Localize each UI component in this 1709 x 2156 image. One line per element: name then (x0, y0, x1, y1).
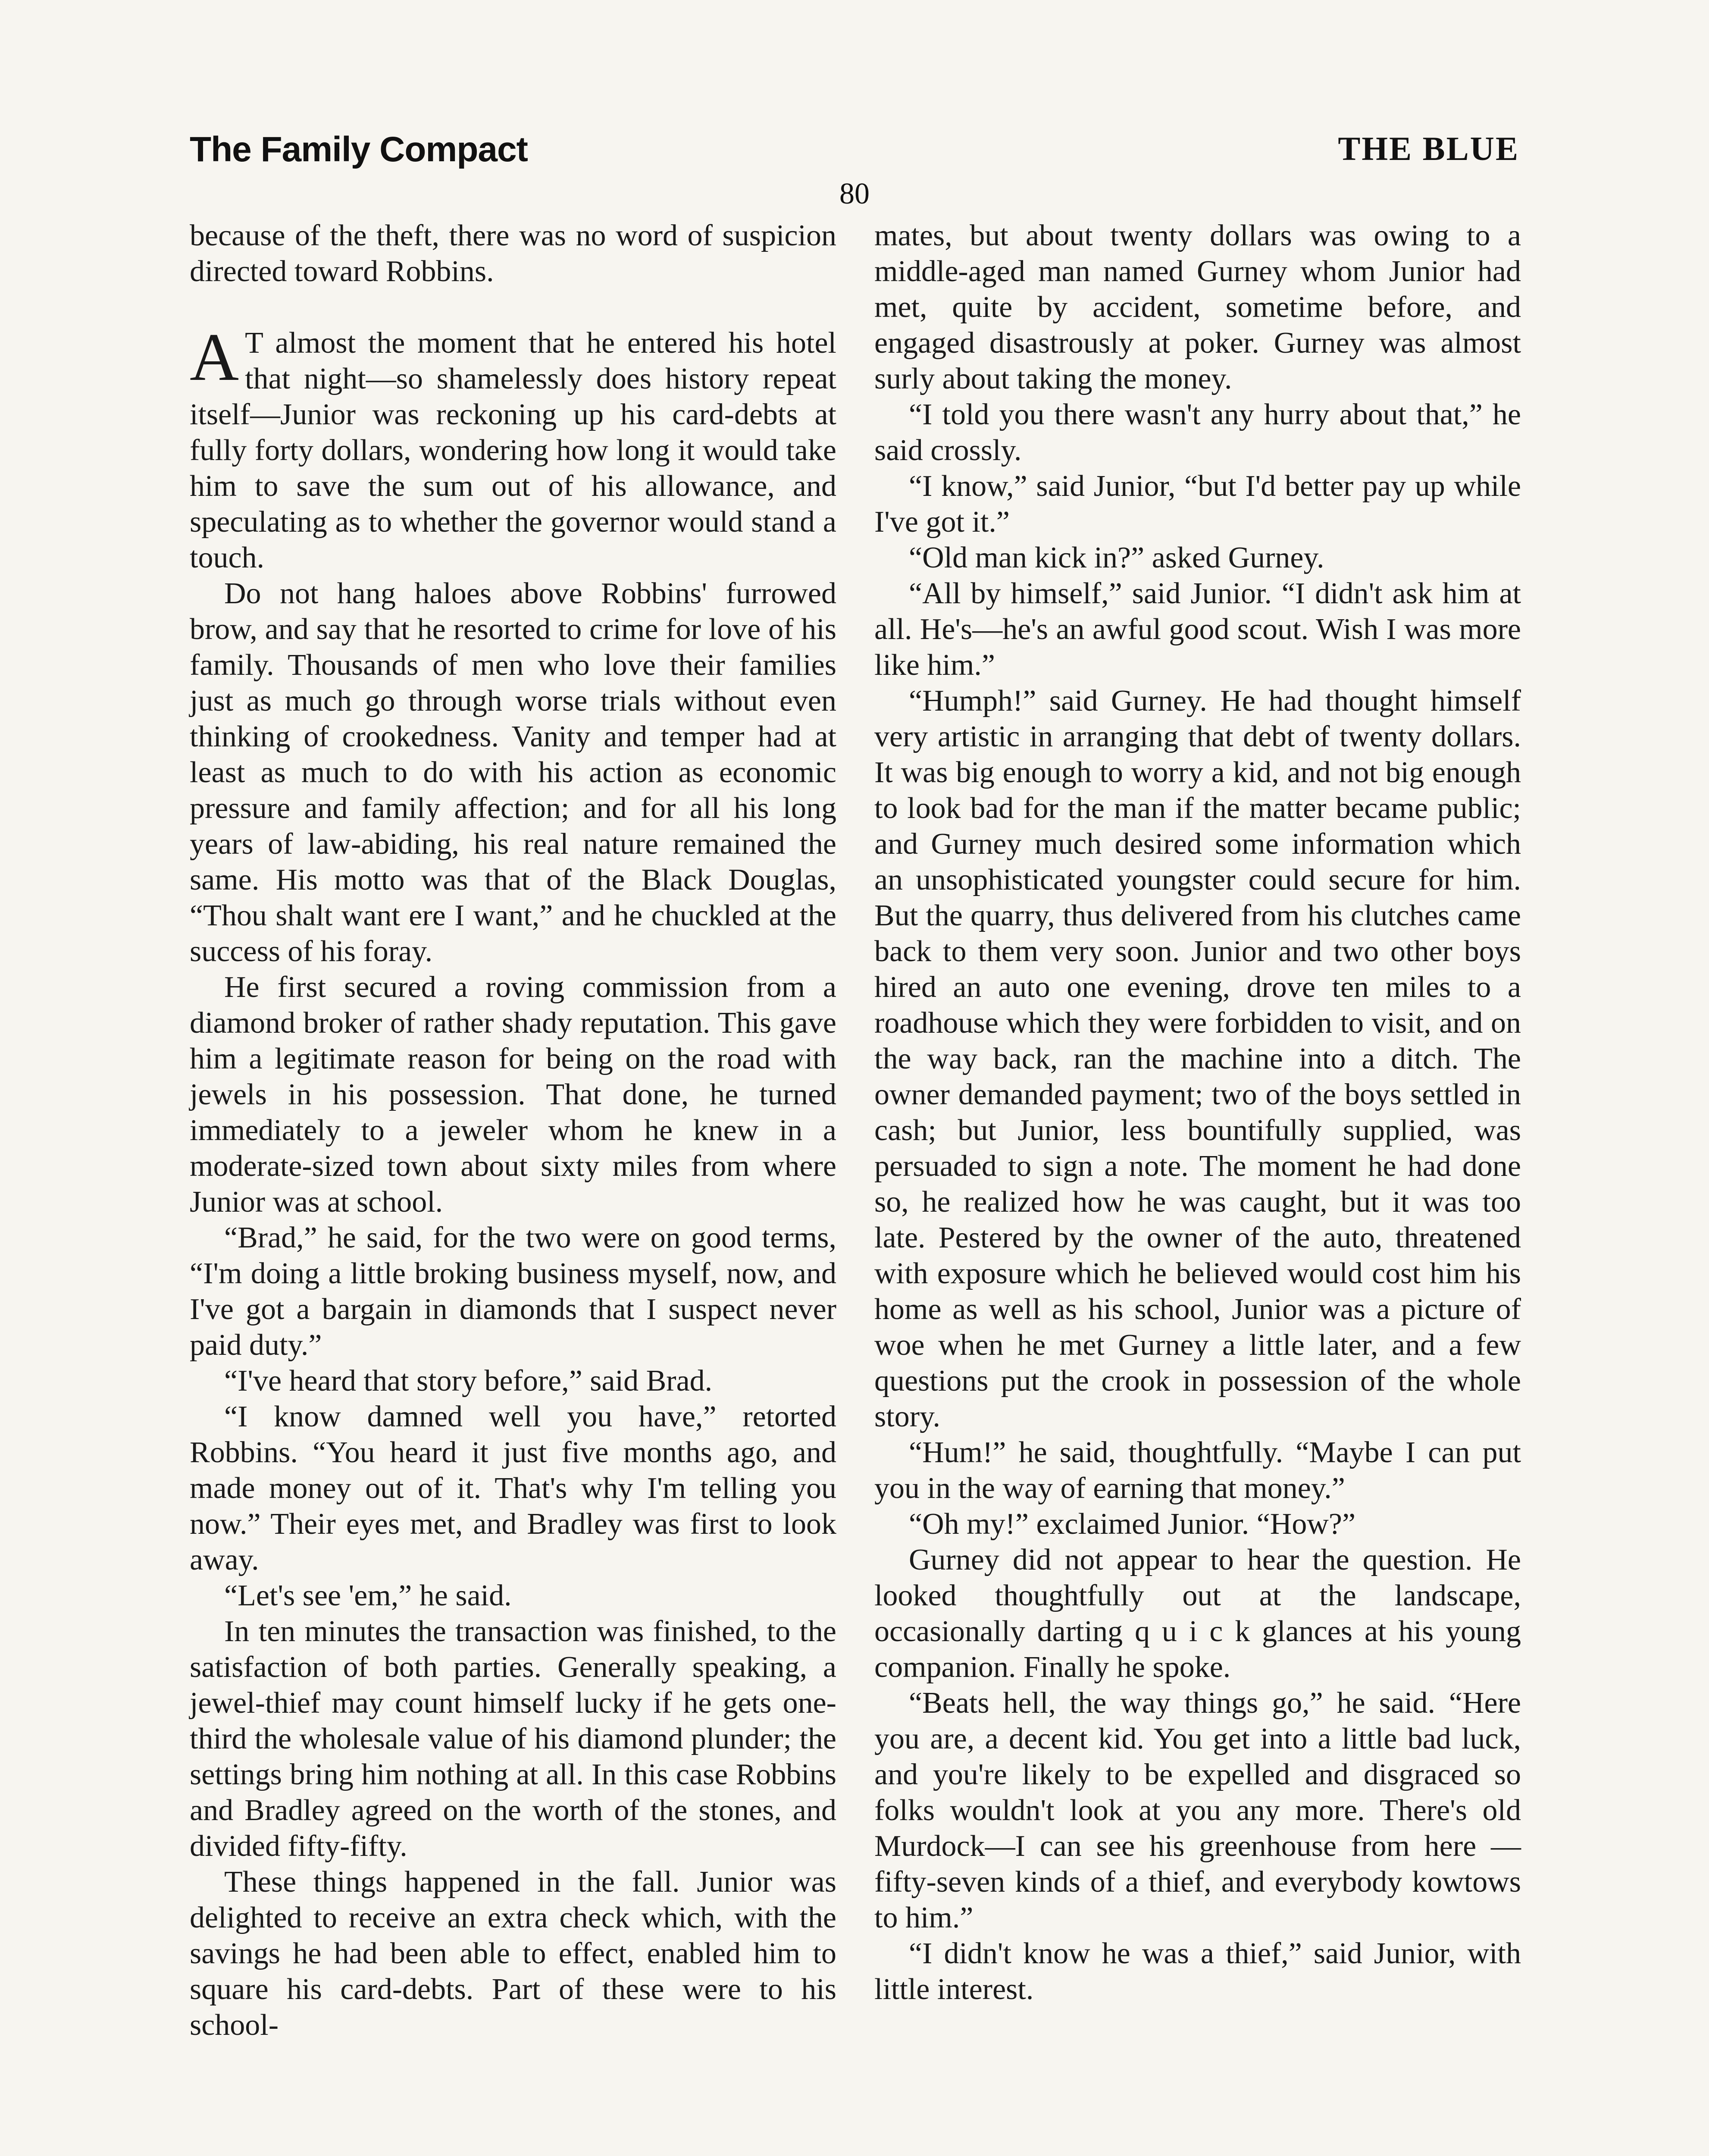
section-opening-paragraph (190, 320, 836, 576)
paragraph-text: T almost the moment that he entered his hotel that night—so shamelessly does history repeat itself—Junior was reckoning up his card-debts at fully forty dollars, wondering how long it would take him to save the sum out of his allowance, and speculating as to whether the governor would stand a touch. (190, 326, 836, 574)
page-number: 80 (839, 177, 870, 210)
paragraph: “Humph!” said Gurney. He had thought himself very artistic in arranging that debt of twenty dollars. It was big enough to worry a kid, and not big enough to look bad for the man if the matter became public; and Gurney much desired some information which an unsophisticated youngster could secure for him. But the quarry, thus delivered from his clutches came back to them very soon. Junior and two other boys hired an auto one evening, drove ten miles to a roadhouse which they were forbidden to visit, and on the way back, ran the machine into a ditch. The owner demanded payment; two of the boys settled in cash; but Junior, less bountifully supplied, was persuaded to sign a note. The moment he had done so, he realized how he was caught, but it was too late. Pestered by the owner of the auto, threatened with exposure which he believed would cost him his home as well as his school, Junior was a picture of woe when he met Gurney a little later, and a few questions put the crook in possession of the whole story. (874, 684, 1521, 1433)
paragraph: “All by himself,” said Junior. “I didn't ask him at all. He's—he's an awful good scout. Wish I was more like him.” (874, 577, 1521, 682)
paragraph: In ten minutes the transaction was finished, to the satisfaction of both parties. Generally speaking, a jewel-thief may count himself lucky if he gets one-third the wholesale value of his diamond plunder; the settings bring him nothing at all. In this case Robbins and Bradley agreed on the worth of the stones, and divided fifty-fifty. (190, 1615, 836, 1863)
paragraph: “Let's see 'em,” he said. (224, 1579, 512, 1612)
drop-cap: A (190, 320, 239, 395)
paragraph: Do not hang haloes above Robbins' furrowed brow, and say that he resorted to crime for love of his family. Thousands of men who love their families just as much go through worse trials without even thinking of crookedness. Vanity and temper had at least as much to do with his action as economic pressure and family affection; and for all his long years of law-abiding, his real nature remained the same. His motto was that of the Black Douglas, “Thou shalt want ere I want,” and he chuckled at the success of his foray. (190, 577, 836, 968)
right-column (874, 218, 1521, 2007)
paragraph: Gurney did not appear to hear the question. He looked thoughtfully out at the landscape, occasionally darting q u i c k glances at his young companion. Finally he spoke. (874, 1543, 1521, 1684)
paragraph: “I know,” said Junior, “but I'd better pay up while I've got it.” (874, 470, 1521, 539)
paragraph: “I know damned well you have,” retorted Robbins. “You heard it just five months ago, and made money out of it. That's why I'm telling you now.” Their eyes met, and Bradley was first to look away. (190, 1400, 836, 1576)
magazine-title: THE BLUE (1338, 130, 1519, 167)
paragraph: “Brad,” he said, for the two were on good terms, “I'm doing a little broking business myself, now, and I've got a bargain in diamonds that I suspect never paid duty.” (190, 1221, 836, 1362)
left-column (190, 218, 836, 2043)
paragraph: These things happened in the fall. Junior was delighted to receive an extra check which, with the savings he had been able to effect, enabled him to square his card-debts. Part of these were to his school- (190, 1865, 836, 2042)
paragraph: “I've heard that story before,” said Brad. (224, 1364, 713, 1398)
paragraph: “Oh my!” exclaimed Junior. “How?” (909, 1507, 1356, 1541)
paragraph: He first secured a roving commission from a diamond broker of rather shady reputation. This gave him a legitimate reason for being on the road with jewels in his possession. That done, he turned immediately to a jeweler whom he knew in a moderate-sized town about sixty miles from where Junior was at school. (190, 971, 836, 1219)
paragraph: “Hum!” he said, thoughtfully. “Maybe I can put you in the way of earning that money.” (874, 1436, 1521, 1505)
paragraph: “Beats hell, the way things go,” he said. “Here you are, a decent kid. You get into a little bad luck, and you're likely to be expelled and disgraced so folks wouldn't look at you any more. There's old Murdock—I can see his greenhouse from here —fifty-seven kinds of a thief, and everybody kowtows to him.” (874, 1686, 1521, 1934)
paragraph: “I didn't know he was a thief,” said Junior, with little interest. (874, 1937, 1521, 2006)
paragraph: because of the theft, there was no word of suspicion directed toward Robbins. (190, 219, 836, 288)
paragraph: “Old man kick in?” asked Gurney. (909, 541, 1324, 574)
paragraph: mates, but about twenty dollars was owing to a middle-aged man named Gurney whom Junior had met, quite by accident, sometime before, and engaged disastrously at poker. Gurney was almost surly about taking the money. (874, 219, 1521, 395)
paragraph: “I told you there wasn't any hurry about that,” he said crossly. (874, 398, 1521, 467)
running-title: The Family Compact (190, 130, 528, 169)
